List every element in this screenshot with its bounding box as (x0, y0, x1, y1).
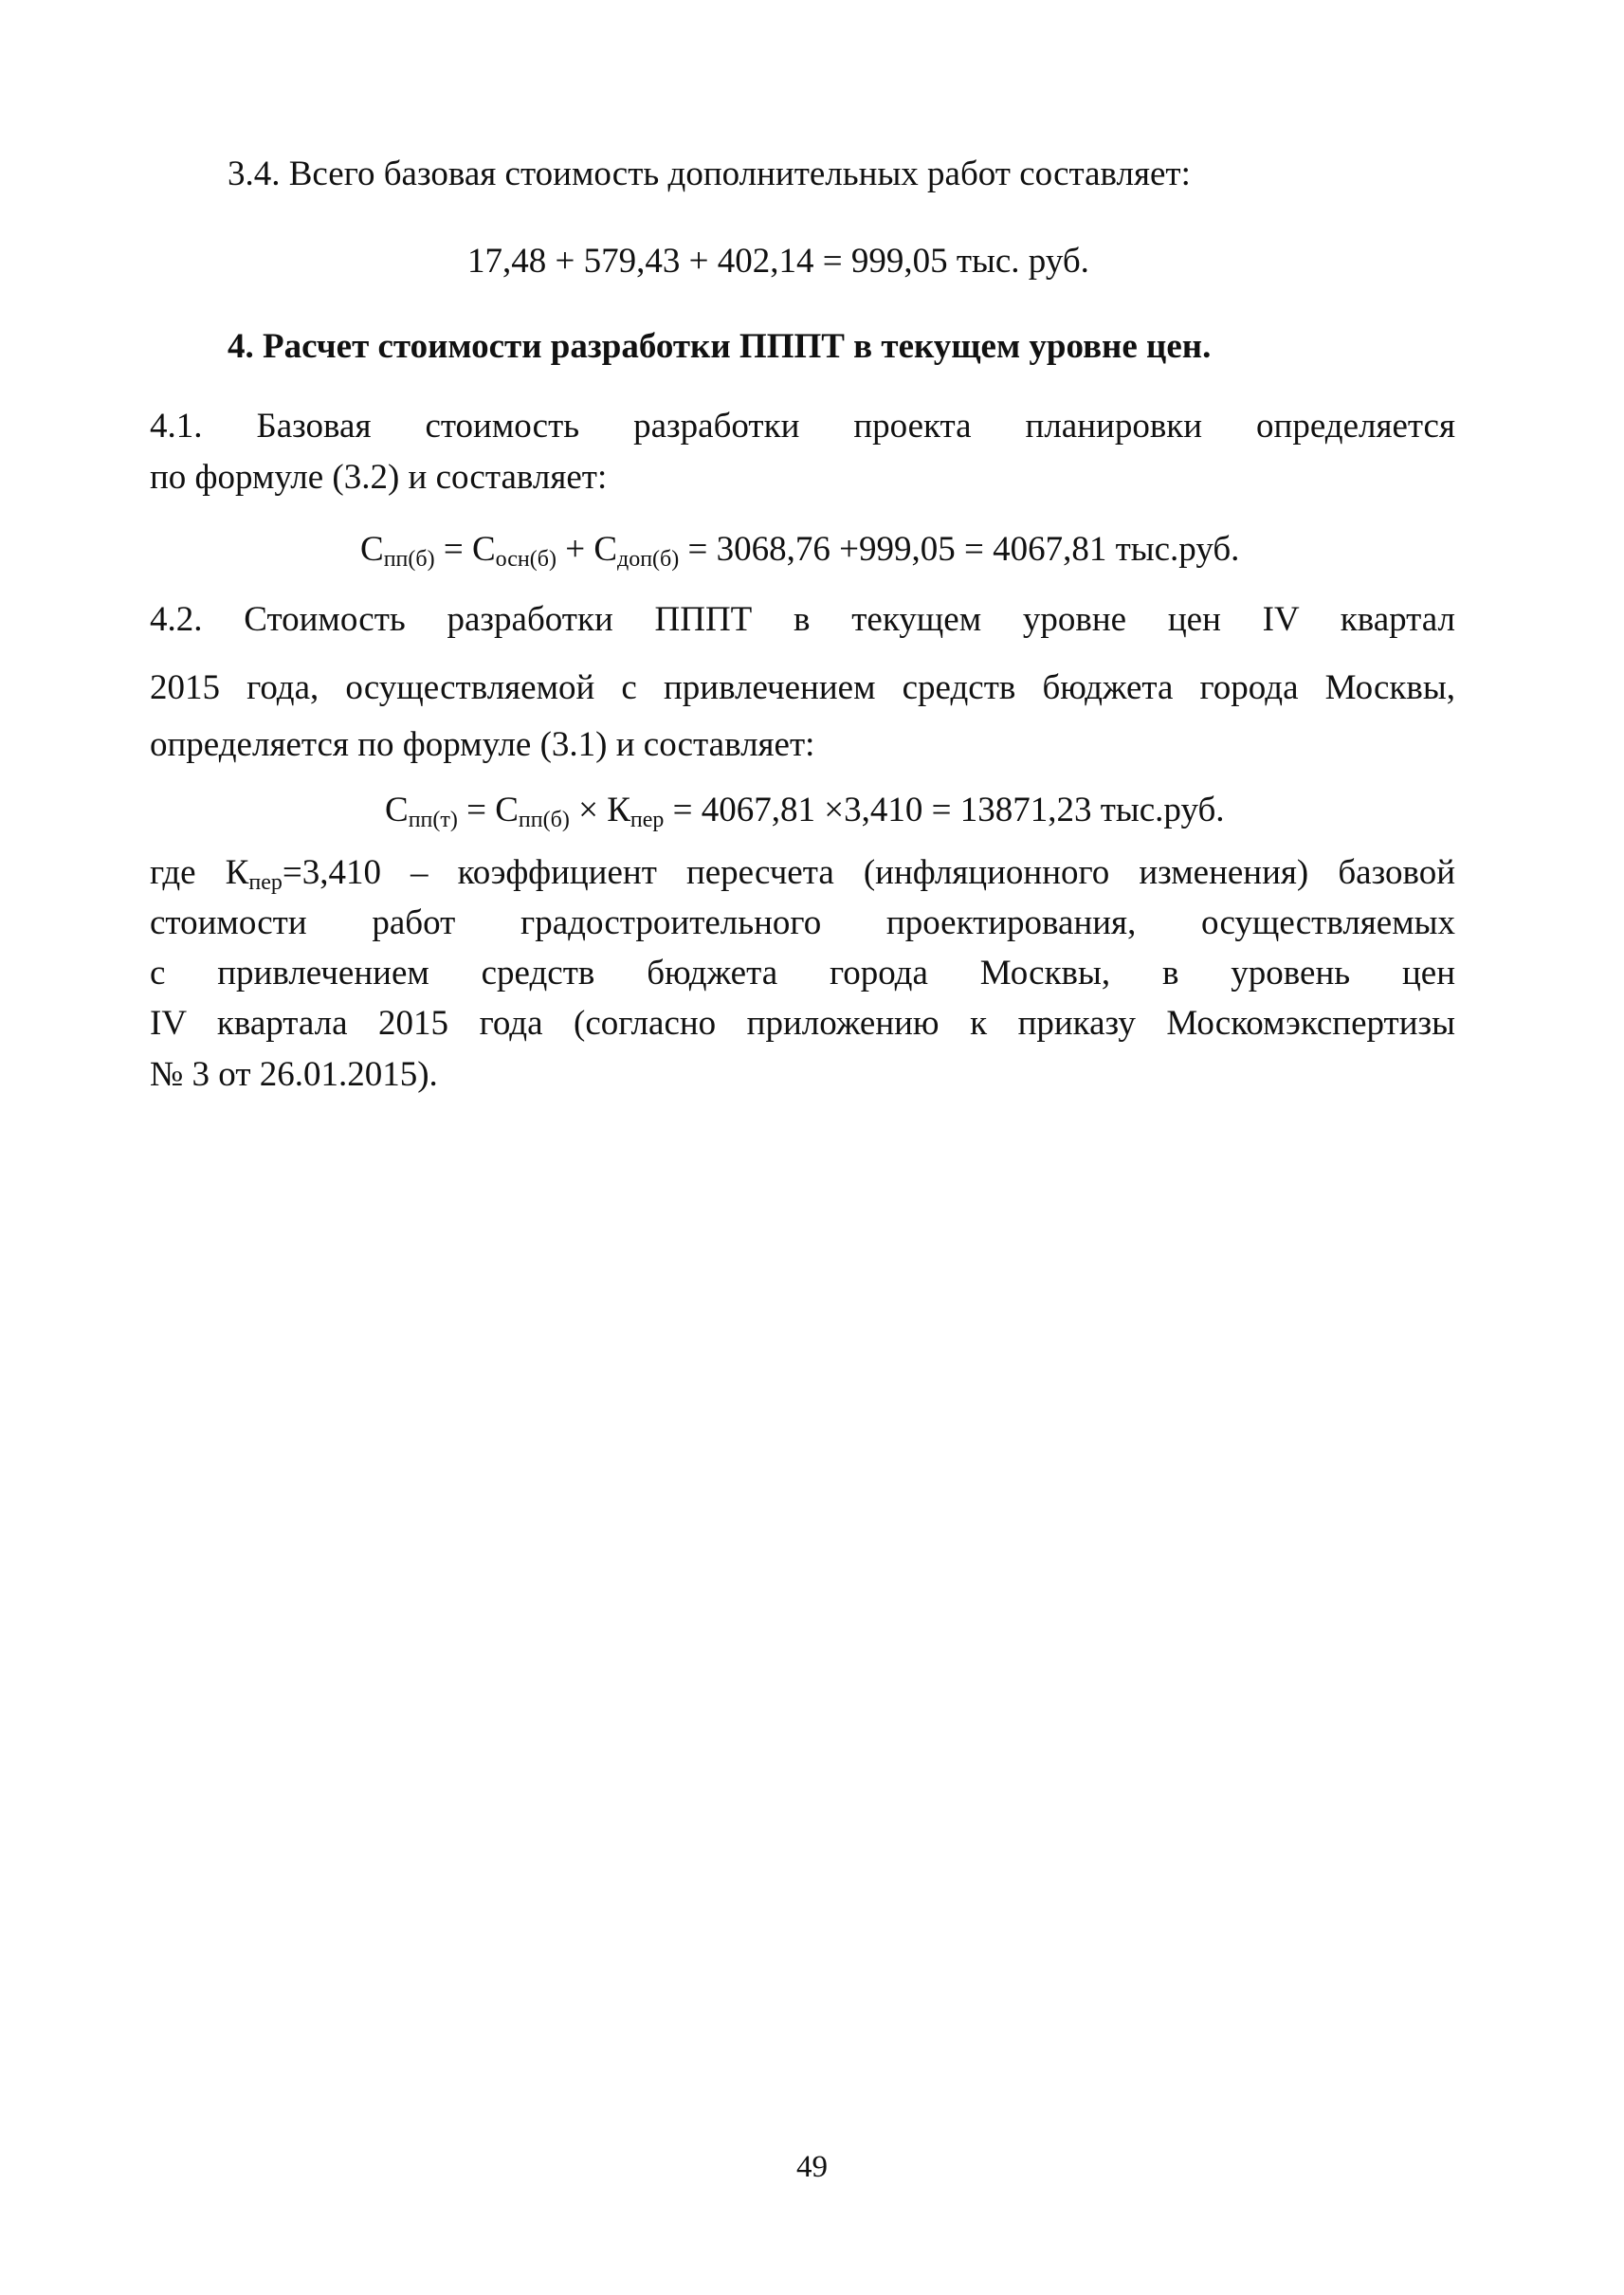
section-4-2-line-1: 4.2. Стоимость разработки ПППТ в текущем уровне цен IV квартал (150, 600, 1455, 639)
section-4-1-formula: $С_{пп(б)} = С_{осн(б)} + С_{доп(б)} = 3068,76 +999,05 = 4067,81$ тыс.руб. (360, 530, 1240, 572)
page-number: 49 (796, 2150, 828, 2184)
explanation-line-3: с привлечением средств бюджета города Москвы, в уровень цен (150, 954, 1455, 993)
section-4-2-formula: $С_{пп(т)} = С_{пп(б)} \times К_{пер} = 4067,81 \times 3,410 = 13871,23$ тыс.руб. (385, 791, 1225, 832)
section-4-2-line-3: определяется по формуле (3.1) и составляет: (150, 725, 815, 764)
section-3-4-intro: 3.4. Всего базовая стоимость дополнительных работ составляет: (228, 155, 1191, 193)
explanation-line-1: где $К_{пер}=3,410$ – коэффициент пересчета (инфляционного изменения) базовой (150, 853, 1455, 895)
section-3-4-formula: 17,48 + 579,43 + 402,14 = 999,05 тыс. руб. (467, 242, 1089, 281)
section-4-2-line-2: 2015 года, осуществляемой с привлечением средств бюджета города Москвы, (150, 668, 1455, 707)
section-4-1-line-2: по формуле (3.2) и составляет: (150, 458, 608, 497)
explanation-line-4: IV квартала 2015 года (согласно приложению к приказу Москомэкспертизы (150, 1004, 1455, 1043)
section-4-heading: 4. Расчет стоимости разработки ПППТ в текущем уровне цен. (228, 327, 1212, 366)
explanation-line-5: № 3 от 26.01.2015). (150, 1055, 438, 1094)
explanation-line-2: стоимости работ градостроительного проектирования, осуществляемых (150, 903, 1455, 942)
section-4-1-line-1: 4.1. Базовая стоимость разработки проекта планировки определяется (150, 407, 1455, 446)
